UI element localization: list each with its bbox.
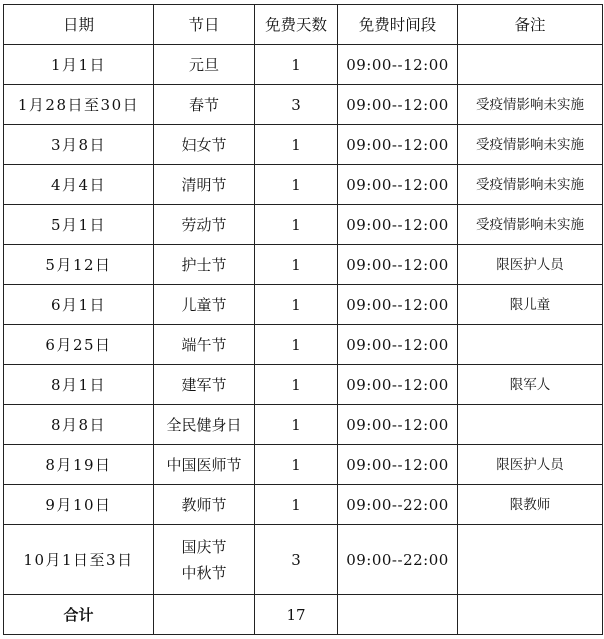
table-row [4, 525, 603, 595]
holiday-name: 元旦 [188, 55, 219, 74]
table-row [4, 405, 603, 445]
holiday-name: 中秋节 [181, 563, 227, 582]
table-row [4, 245, 603, 285]
holiday-name: 国庆节 [181, 537, 227, 556]
cell-free-time: 09:00--12:00 [338, 165, 458, 205]
cell-holiday [154, 445, 255, 485]
total-note [458, 595, 603, 635]
header-row [4, 5, 603, 45]
cell-free-days: 1 [255, 285, 338, 325]
cell-free-days: 1 [255, 45, 338, 85]
table-row [4, 445, 603, 485]
cell-date: 1月28日至30日 [4, 85, 154, 125]
cell-free-time: 09:00--22:00 [338, 525, 458, 595]
table-row [4, 45, 603, 85]
cell-date: 6月1日 [4, 285, 154, 325]
cell-note: 限军人 [458, 365, 603, 405]
cell-date: 9月10日 [4, 485, 154, 525]
total-row [4, 595, 603, 635]
table-row [4, 125, 603, 165]
cell-holiday [154, 165, 255, 205]
holiday-name: 全民健身日 [166, 415, 242, 434]
holiday-name: 春节 [188, 95, 219, 114]
cell-free-time: 09:00--12:00 [338, 125, 458, 165]
cell-free-days: 1 [255, 165, 338, 205]
cell-holiday [154, 485, 255, 525]
cell-note: 受疫情影响未实施 [458, 85, 603, 125]
cell-holiday [154, 125, 255, 165]
holiday-name: 清明节 [181, 175, 227, 194]
total-days: 17 [255, 595, 338, 635]
cell-holiday [154, 325, 255, 365]
header-free-days: 免费天数 [255, 5, 338, 45]
cell-date: 8月8日 [4, 405, 154, 445]
cell-date: 4月4日 [4, 165, 154, 205]
cell-date: 10月1日至3日 [4, 525, 154, 595]
cell-date: 5月12日 [4, 245, 154, 285]
cell-note: 受疫情影响未实施 [458, 205, 603, 245]
table-row [4, 205, 603, 245]
cell-date: 8月19日 [4, 445, 154, 485]
holiday-name: 中国医师节 [166, 455, 242, 474]
holiday-name: 教师节 [181, 495, 227, 514]
cell-free-days: 1 [255, 405, 338, 445]
holiday-name: 儿童节 [181, 295, 227, 314]
cell-note: 限教师 [458, 485, 603, 525]
table-row [4, 365, 603, 405]
cell-free-time: 09:00--12:00 [338, 325, 458, 365]
total-time [338, 595, 458, 635]
cell-date: 1月1日 [4, 45, 154, 85]
header-note: 备注 [458, 5, 603, 45]
cell-free-days: 1 [255, 205, 338, 245]
table-body [4, 45, 603, 635]
table-row [4, 85, 603, 125]
cell-free-time: 09:00--12:00 [338, 45, 458, 85]
cell-note: 受疫情影响未实施 [458, 125, 603, 165]
holiday-free-table [3, 4, 603, 635]
cell-holiday [154, 85, 255, 125]
cell-date: 8月1日 [4, 365, 154, 405]
cell-holiday [154, 205, 255, 245]
cell-holiday [154, 405, 255, 445]
cell-free-time: 09:00--22:00 [338, 485, 458, 525]
cell-note: 限儿童 [458, 285, 603, 325]
cell-date: 3月8日 [4, 125, 154, 165]
total-label: 合计 [4, 595, 154, 635]
cell-note [458, 405, 603, 445]
holiday-name: 妇女节 [181, 135, 227, 154]
cell-free-days: 1 [255, 365, 338, 405]
table-row [4, 165, 603, 205]
header-date: 日期 [4, 5, 154, 45]
cell-free-days: 1 [255, 245, 338, 285]
cell-free-time: 09:00--12:00 [338, 205, 458, 245]
table-row [4, 285, 603, 325]
cell-free-time: 09:00--12:00 [338, 285, 458, 325]
cell-note: 受疫情影响未实施 [458, 165, 603, 205]
cell-note [458, 325, 603, 365]
cell-holiday [154, 285, 255, 325]
cell-date: 6月25日 [4, 325, 154, 365]
cell-free-days: 3 [255, 85, 338, 125]
cell-holiday [154, 525, 255, 595]
cell-free-time: 09:00--12:00 [338, 365, 458, 405]
holiday-name: 端午节 [181, 335, 227, 354]
holiday-name: 护士节 [181, 255, 227, 274]
cell-date: 5月1日 [4, 205, 154, 245]
cell-holiday [154, 45, 255, 85]
table-row [4, 485, 603, 525]
cell-note: 限医护人员 [458, 245, 603, 285]
header-free-time: 免费时间段 [338, 5, 458, 45]
total-holiday [154, 595, 255, 635]
cell-free-days: 1 [255, 485, 338, 525]
cell-note [458, 45, 603, 85]
cell-free-time: 09:00--12:00 [338, 445, 458, 485]
cell-free-days: 1 [255, 325, 338, 365]
cell-free-time: 09:00--12:00 [338, 245, 458, 285]
table-row [4, 325, 603, 365]
cell-free-time: 09:00--12:00 [338, 85, 458, 125]
cell-holiday [154, 245, 255, 285]
holiday-name: 建军节 [181, 375, 227, 394]
cell-free-time: 09:00--12:00 [338, 405, 458, 445]
holiday-name: 劳动节 [181, 215, 227, 234]
cell-free-days: 1 [255, 445, 338, 485]
cell-free-days: 3 [255, 525, 338, 595]
cell-note [458, 525, 603, 595]
cell-note: 限医护人员 [458, 445, 603, 485]
cell-holiday [154, 365, 255, 405]
header-holiday: 节日 [154, 5, 255, 45]
cell-free-days: 1 [255, 125, 338, 165]
